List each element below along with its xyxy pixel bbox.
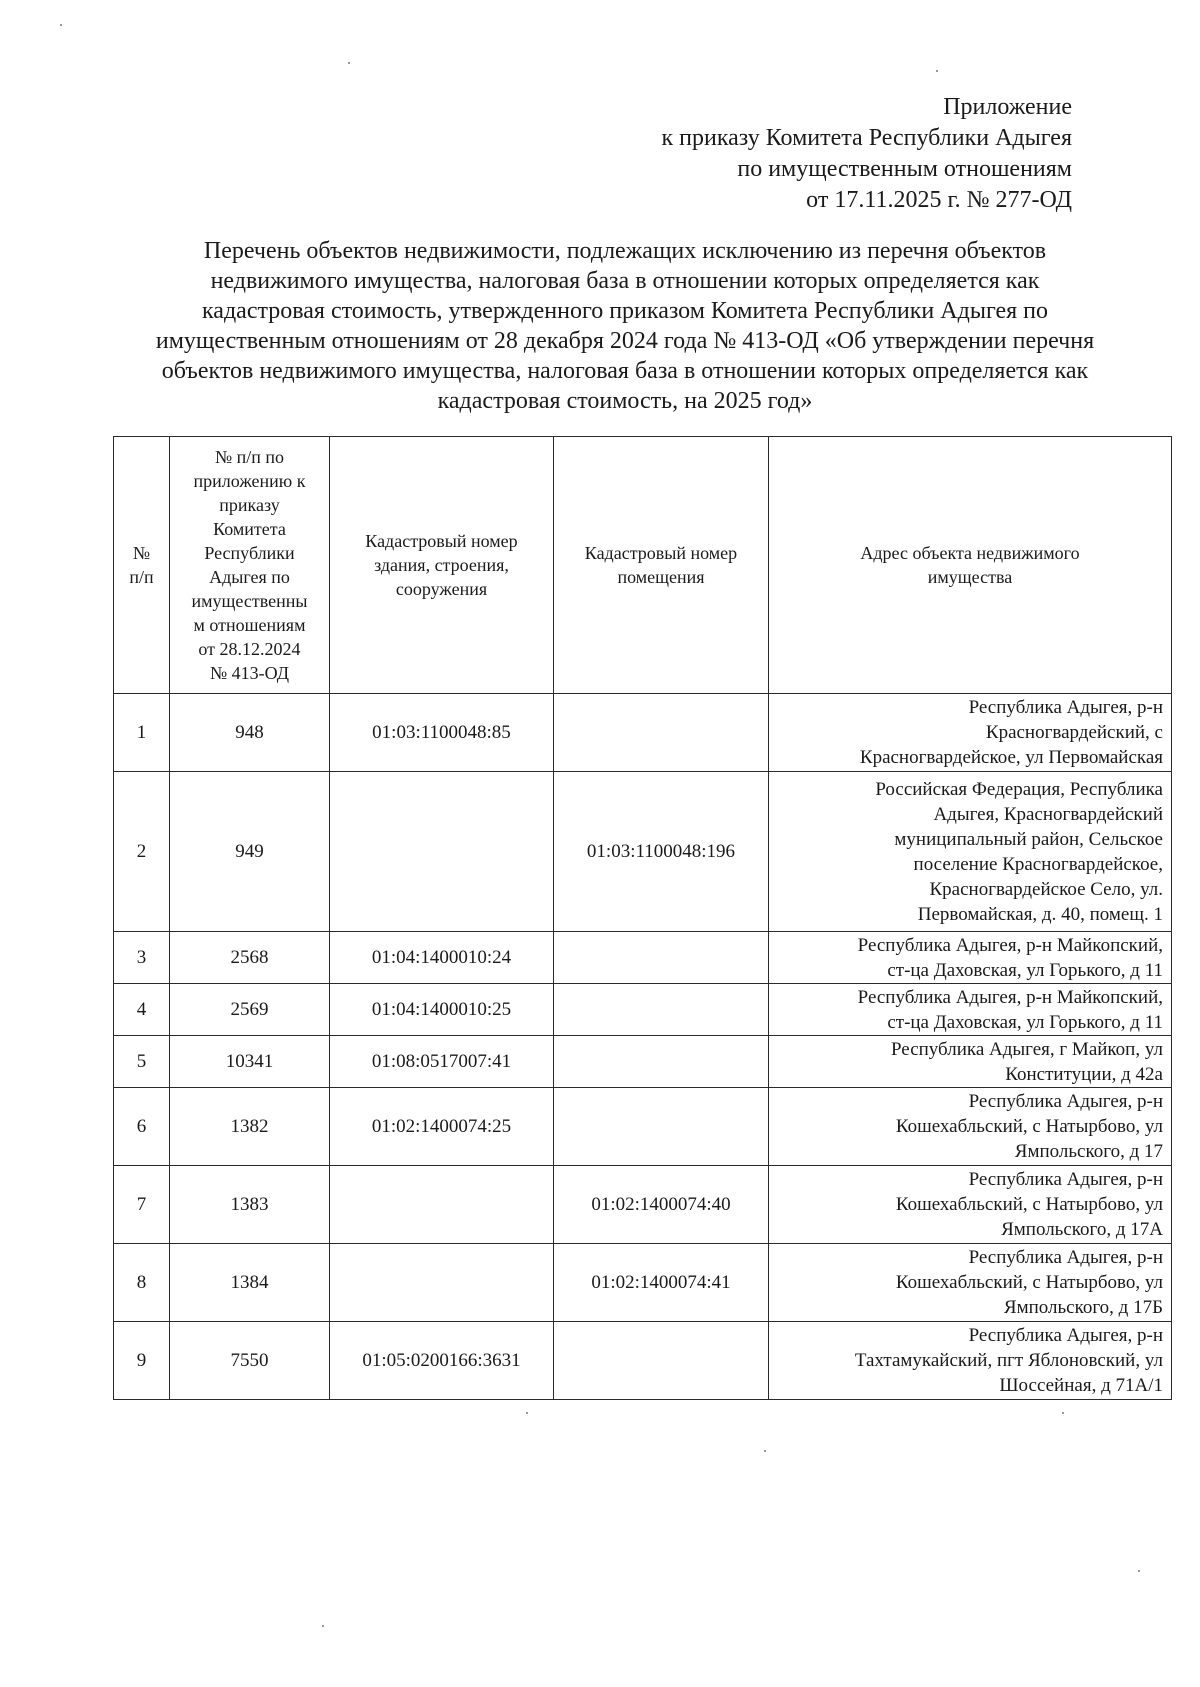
cell-ref: 1384 [170, 1244, 330, 1322]
header-line: здания, строения, [374, 555, 509, 575]
cell-room-cadastral [554, 984, 769, 1036]
appendix-line: по имущественным отношениям [737, 156, 1072, 182]
header-line: № [132, 543, 151, 563]
address-line: ст-ца Даховская, ул Горького, д 11 [887, 1011, 1163, 1033]
cell-building-cadastral: 01:05:0200166:3631 [330, 1322, 554, 1400]
address-line: Кошехабльский, с Натырбово, ул [895, 1272, 1163, 1293]
table-row [114, 1036, 1172, 1088]
address-line: Республика Адыгея, р-н Майкопский, [857, 986, 1163, 1008]
address-line: Республика Адыгея, р-н [968, 1247, 1163, 1268]
appendix-line: к приказу Комитета Республики Адыгея [661, 125, 1072, 151]
address-line: Красногвардейский, с [985, 722, 1163, 743]
address-line: Республика Адыгея, г Майкоп, ул [890, 1038, 1163, 1060]
cell-building-cadastral [330, 1166, 554, 1244]
header-line: № п/п по [214, 447, 285, 467]
cell-address [769, 984, 1172, 1036]
address-line: Республика Адыгея, р-н [968, 1325, 1163, 1346]
scan-speck [526, 1412, 528, 1414]
header-address [769, 437, 1172, 694]
scan-speck [1062, 1412, 1064, 1414]
cell-address [769, 1244, 1172, 1322]
cell-num: 5 [114, 1036, 170, 1088]
address-line: Конституции, д 42а [1005, 1063, 1163, 1085]
title-line: имущественным отношениям от 28 декабря 2024 года № 413-ОД «Об утверждении перечня [155, 328, 1095, 354]
table-row [114, 1322, 1172, 1400]
cell-building-cadastral: 01:08:0517007:41 [330, 1036, 554, 1088]
address-line: Красногвардейское Село, ул. [929, 878, 1163, 900]
address-line: Шоссейная, д 71А/1 [999, 1375, 1163, 1396]
cell-building-cadastral: 01:02:1400074:25 [330, 1088, 554, 1166]
scan-speck [1138, 1570, 1140, 1572]
cell-building-cadastral: 01:04:1400010:24 [330, 932, 554, 984]
table-row [114, 1088, 1172, 1166]
address-line: Республика Адыгея, р-н Майкопский, [857, 934, 1163, 956]
header-ref [170, 437, 330, 694]
address-line: Адыгея, Красногвардейский [933, 803, 1163, 825]
cell-num: 1 [114, 694, 170, 772]
header-line: сооружения [395, 579, 488, 599]
address-line: Ямпольского, д 17Б [1003, 1297, 1163, 1318]
header-num [114, 437, 170, 694]
header-room-cadastral [554, 437, 769, 694]
cell-room-cadastral [554, 1322, 769, 1400]
address-line: Первомайская, д. 40, помещ. 1 [917, 903, 1163, 925]
scan-speck [764, 1450, 766, 1452]
address-line: муниципальный район, Сельское [894, 828, 1163, 850]
cell-room-cadastral: 01:02:1400074:40 [554, 1166, 769, 1244]
cell-building-cadastral: 01:03:1100048:85 [330, 694, 554, 772]
header-line: Адыгея по [209, 567, 290, 587]
address-line: Красногвардейское, ул Первомайская [859, 747, 1163, 768]
header-line: Республики [204, 543, 295, 563]
title-line: кадастровая стоимость, на 2025 год» [437, 388, 813, 414]
cell-ref: 2568 [170, 932, 330, 984]
header-line: имущества [927, 567, 1013, 587]
cell-num: 2 [114, 772, 170, 932]
cell-address [769, 1322, 1172, 1400]
document-title [80, 236, 1170, 416]
header-line: Комитета [213, 519, 286, 539]
cell-room-cadastral [554, 1088, 769, 1166]
scan-speck [936, 70, 938, 72]
cell-ref: 7550 [170, 1322, 330, 1400]
cell-num: 8 [114, 1244, 170, 1322]
title-line: кадастровая стоимость, утвержденного приказом Комитета Республики Адыгея по [202, 298, 1048, 324]
header-line: от 28.12.2024 [198, 639, 301, 659]
scan-speck [60, 24, 62, 26]
header-line: имущественны [191, 591, 308, 611]
scan-speck [322, 1625, 324, 1627]
cell-num: 4 [114, 984, 170, 1036]
header-building-cadastral [330, 437, 554, 694]
appendix-line: Приложение [943, 94, 1072, 120]
cell-room-cadastral: 01:03:1100048:196 [554, 772, 769, 932]
address-line: Республика Адыгея, р-н [968, 1169, 1163, 1190]
cell-address [769, 1036, 1172, 1088]
objects-table [113, 436, 1172, 1400]
title-line: недвижимого имущества, налоговая база в отношении которых определяется как [210, 268, 1040, 294]
address-line: Ямпольского, д 17 [1014, 1141, 1163, 1162]
cell-ref: 1382 [170, 1088, 330, 1166]
header-line: п/п [129, 567, 154, 587]
header-line: Кадастровый номер [365, 531, 518, 551]
header-line: помещения [617, 567, 705, 587]
cell-address [769, 694, 1172, 772]
cell-ref: 10341 [170, 1036, 330, 1088]
cell-address [769, 932, 1172, 984]
header-line: Кадастровый номер [584, 543, 738, 563]
cell-building-cadastral [330, 1244, 554, 1322]
cell-room-cadastral [554, 694, 769, 772]
table-row [114, 772, 1172, 932]
address-line: Республика Адыгея, р-н [968, 697, 1163, 718]
cell-address [769, 1088, 1172, 1166]
cell-num: 3 [114, 932, 170, 984]
address-line: поселение Красногвардейское, [913, 853, 1163, 875]
cell-num: 9 [114, 1322, 170, 1400]
cell-ref: 949 [170, 772, 330, 932]
cell-address [769, 1166, 1172, 1244]
address-line: Кошехабльский, с Натырбово, ул [895, 1116, 1163, 1137]
cell-ref: 1383 [170, 1166, 330, 1244]
header-line: № 413-ОД [209, 663, 290, 683]
table-row [114, 1166, 1172, 1244]
cell-room-cadastral [554, 1036, 769, 1088]
cell-address [769, 772, 1172, 932]
table-row [114, 932, 1172, 984]
header-line: Адрес объекта недвижимого [860, 543, 1080, 563]
table-row [114, 984, 1172, 1036]
table-row [114, 1244, 1172, 1322]
appendix-header [661, 92, 1072, 216]
title-line: Перечень объектов недвижимости, подлежащих исключению из перечня объектов [203, 238, 1047, 264]
header-line: приложению к [193, 471, 306, 491]
table-header-row [114, 437, 1172, 694]
appendix-date-number: от 17.11.2025 г. № 277-ОД [806, 187, 1072, 213]
table-body [114, 694, 1172, 1400]
cell-num: 7 [114, 1166, 170, 1244]
cell-building-cadastral: 01:04:1400010:25 [330, 984, 554, 1036]
table-row [114, 694, 1172, 772]
address-line: ст-ца Даховская, ул Горького, д 11 [887, 959, 1163, 981]
cell-ref: 948 [170, 694, 330, 772]
address-line: Кошехабльский, с Натырбово, ул [895, 1194, 1163, 1215]
title-line: объектов недвижимого имущества, налоговая база в отношении которых определяется как [161, 358, 1089, 384]
scan-speck [348, 62, 350, 64]
cell-room-cadastral: 01:02:1400074:41 [554, 1244, 769, 1322]
address-line: Тахтамукайский, пгт Яблоновский, ул [854, 1350, 1163, 1371]
cell-ref: 2569 [170, 984, 330, 1036]
address-line: Ямпольского, д 17А [1001, 1219, 1163, 1240]
cell-num: 6 [114, 1088, 170, 1166]
cell-building-cadastral [330, 772, 554, 932]
header-line: м отношениям [193, 615, 306, 635]
address-line: Республика Адыгея, р-н [968, 1091, 1163, 1112]
cell-room-cadastral [554, 932, 769, 984]
header-line: приказу [219, 495, 280, 515]
address-line: Российская Федерация, Республика [875, 778, 1163, 800]
